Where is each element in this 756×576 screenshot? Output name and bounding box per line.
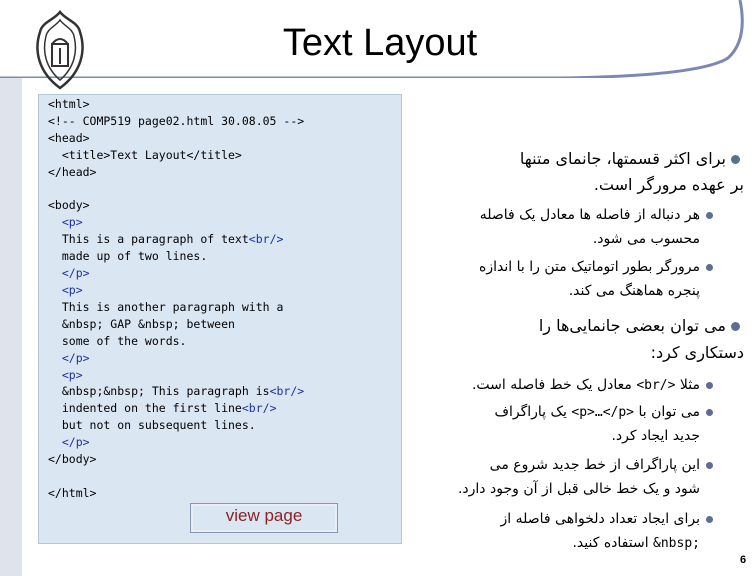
code-text (48, 351, 62, 365)
code-line (48, 299, 398, 316)
code-line (48, 265, 398, 282)
page-number: 6 (740, 554, 747, 566)
university-logo-icon (30, 10, 90, 90)
sub-bullet-2-3-line-1: این پاراگراف از خط جدید شروع می (489, 457, 700, 473)
code-text: some of the words. (48, 333, 187, 348)
bullet-2-line-1: می توان بعضی جانمایی‌ها را (538, 316, 726, 335)
sub-bullet-1-1-line-1: هر دنباله از فاصله ها معادل یک فاصله (479, 207, 700, 223)
sub-bullet-2-1-pre: مثلا (679, 377, 700, 393)
code-line (48, 214, 398, 231)
sub-bullet-icon (706, 462, 713, 469)
sub-bullet-1-2-line-1: مرورگر بطور اتوماتیک متن را با اندازه (479, 259, 700, 275)
sub-bullet-2-1-post: معادل یک خط فاصله است. (471, 377, 632, 393)
code-text (48, 283, 62, 297)
code-line (48, 282, 398, 299)
nbsp-entity-code: &nbsp; (653, 536, 700, 551)
code-text (48, 435, 62, 449)
slide-title: Text Layout (282, 22, 478, 64)
code-tag: </p> (61, 435, 90, 450)
sub-bullet-icon (706, 382, 713, 389)
html-code-listing (48, 96, 398, 502)
code-text: made up of two lines. (48, 249, 208, 264)
sub-bullet-2-4-post: استفاده کنید. (572, 535, 649, 551)
code-line: <title>Text Layout</title> (48, 147, 242, 162)
code-tag: </p> (61, 266, 90, 281)
code-line (48, 350, 398, 367)
code-line: <html> (48, 97, 90, 111)
code-text: but not on subsequent lines. (48, 418, 256, 433)
code-line: <body> (48, 198, 90, 213)
code-line (48, 400, 398, 417)
code-line: </head> (48, 164, 97, 179)
code-line: </body> (48, 452, 97, 467)
code-line (48, 434, 398, 451)
bullet-1-line-1: برای اکثر قسمتها، جانمای متنها (519, 149, 726, 168)
sub-bullet-icon (706, 409, 713, 416)
sub-bullet-2-4-line-1: برای ایجاد تعداد دلخواهی فاصله از (500, 511, 700, 527)
code-text: This is a paragraph of text (48, 232, 249, 247)
code-tag: <br/> (241, 401, 277, 416)
sub-bullet-2-1 (380, 373, 700, 398)
sub-bullet-2-2-pre: می توان با (638, 404, 700, 420)
view-page-button[interactable] (190, 503, 338, 533)
code-line (48, 367, 398, 384)
code-text: &nbsp; GAP &nbsp; between (48, 316, 235, 331)
code-text (48, 266, 62, 280)
code-text (48, 368, 62, 382)
sub-bullet-icon (706, 516, 713, 523)
bullet-2-line-2: دستکاری کرد: (650, 343, 744, 362)
sub-bullet-2-3-line-2: شود و یک خط خالی قبل از آن وجود دارد. (457, 481, 700, 497)
code-tag: <br/> (248, 232, 284, 247)
sub-bullet-icon (706, 212, 713, 219)
sub-bullet-2-2-line-1 (380, 400, 700, 425)
sub-bullet-2-4-line-2 (380, 531, 700, 556)
p-tag-code: <p>…</p> (571, 405, 635, 420)
code-line (48, 316, 398, 333)
code-line (48, 333, 398, 350)
code-tag: <p> (61, 215, 83, 230)
code-text: This is another paragraph with a (48, 299, 284, 314)
code-tag: <p> (61, 282, 83, 297)
sub-bullet-icon (706, 264, 713, 271)
code-tag: <p> (61, 367, 83, 382)
view-page-label: view page (225, 506, 303, 525)
code-text: indented on the first line (48, 401, 242, 416)
code-line: <!-- COMP519 page02.html 30.08.05 --> (48, 113, 305, 128)
side-bar (0, 78, 22, 576)
sub-bullet-1-2-line-2: پنجره هماهنگ می کند. (568, 283, 700, 299)
bullet-1-line-2: بر عهده مرورگر است. (593, 175, 744, 194)
code-text: &nbsp;&nbsp; This paragraph is (48, 384, 270, 399)
code-line: </html> (48, 485, 97, 500)
bullet-icon (731, 155, 740, 164)
sub-bullet-1-1-line-2: محسوب می شود. (592, 231, 700, 247)
code-text (48, 215, 62, 229)
code-tag: <br/> (269, 384, 305, 399)
code-line (48, 248, 398, 265)
code-line (48, 417, 398, 434)
code-line (48, 231, 398, 248)
code-line: <head> (48, 130, 90, 145)
code-tag: </p> (61, 350, 90, 365)
code-line (48, 383, 398, 400)
sub-bullet-2-2-line-2: جدید ایجاد کرد. (611, 428, 700, 444)
code-line (48, 468, 398, 485)
sub-bullet-2-2-post: یک پاراگراف (494, 404, 567, 420)
bullet-icon (731, 322, 740, 331)
code-line (48, 181, 398, 198)
br-tag-code: <br/> (636, 378, 676, 393)
